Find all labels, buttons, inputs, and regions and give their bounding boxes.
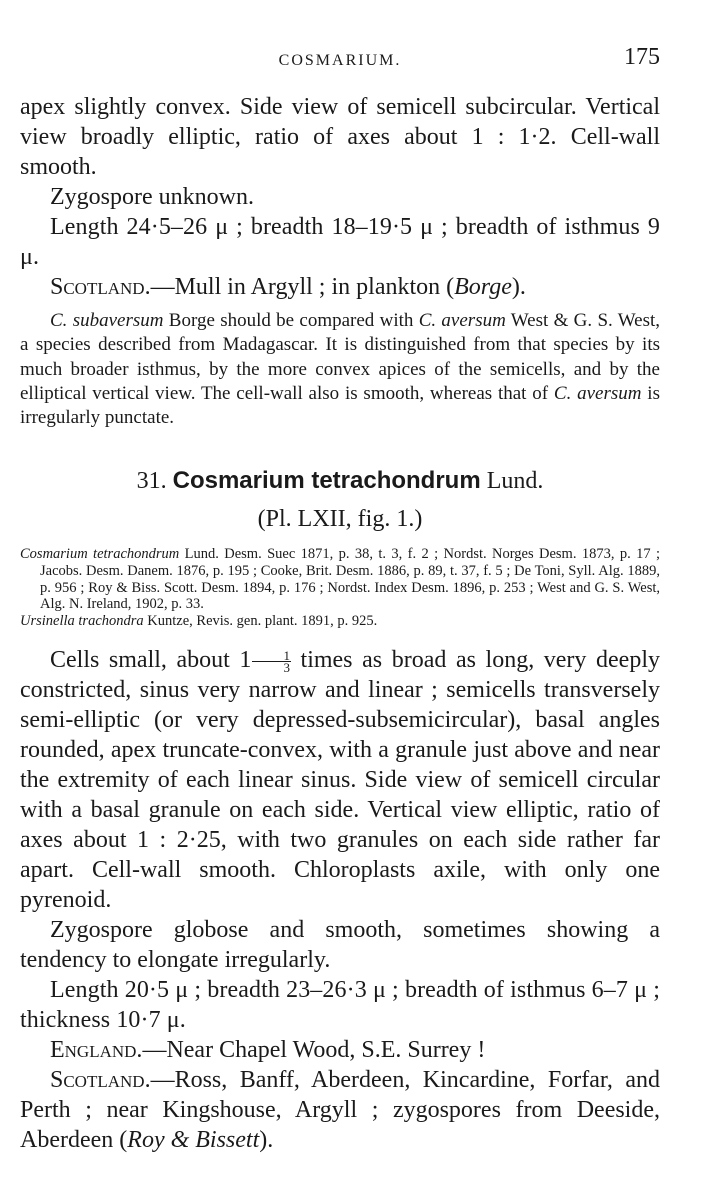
description-start: Cells small, about 1 — [50, 647, 252, 674]
synonymy-entry — [20, 546, 660, 612]
species-heading — [20, 466, 660, 496]
note-taxon: C. aversum — [418, 310, 506, 331]
note-taxon: C. subaversum — [50, 310, 164, 331]
locality-region: Scotland. — [50, 274, 151, 300]
species-number: 31. — [136, 468, 167, 495]
species-author: Lund. — [480, 468, 544, 495]
synonymy-entry — [20, 613, 660, 630]
comparison-note — [20, 309, 660, 430]
england-localities: —Near Chapel Wood, S.E. Surrey ! — [142, 1037, 486, 1064]
previous-species-description: apex slightly convex. Side view of semicell subcircular. Vertical view broadly elliptic, ratio of axes about 1 : 1·2. Cell-wall smooth. — [20, 94, 660, 180]
synonym-name: Ursinella trachondra — [20, 612, 144, 629]
region-england: England. — [50, 1037, 143, 1064]
fraction — [252, 648, 291, 676]
distribution-scotland — [20, 1065, 660, 1155]
species-zygospore: Zygospore globose and smooth, sometimes showing a tendency to elongate irregularly. — [20, 917, 660, 974]
fraction-denominator: 3 — [283, 660, 290, 676]
synonymy-block — [20, 546, 660, 629]
scotland-authority: Roy & Bissett — [127, 1127, 260, 1154]
previous-species-zygospore: Zygospore unknown. — [50, 184, 254, 210]
synonym-references: Lund. Desm. Suec 1871, p. 38, t. 3, f. 2 ; Nordst. Norges Desm. 1873, p. 17 ; Jacobs. Desm. Danem. 1876, p. 195 ; Cooke, Brit. Desm. 1886, p. 89, t. 37, f. 5 ; De Toni, Syll. Alg. 1889, p. 956 ; Roy & Biss. Scott. Desm. 1894, p. 176 ; Nordst. Index Desm. 1896, p. 253 ; West and G. S. West, Alg. N. Ireland, 1902, p. 33. — [40, 546, 660, 613]
note-text: Borge should be compared with — [163, 310, 419, 331]
locality-text: —Mull in Argyll ; in plankton ( — [150, 274, 455, 300]
previous-species-locality — [20, 272, 660, 302]
note-taxon: C. aversum — [553, 382, 642, 404]
scotland-end: ). — [259, 1127, 274, 1154]
note-text: West & G. S. West, a species described from Madagascar. It is distinguished from that species by its much broader isthmus, by the more convex apices of the semicells, and by the elliptical vertical view. The cell-wall also is smooth, whereas that of — [20, 310, 660, 404]
running-head — [20, 40, 660, 80]
species-name: Cosmarium tetrachondrum — [172, 467, 481, 495]
previous-species-measurements: Length 24·5–26 μ ; breadth 18–19·5 μ ; breadth of isthmus 9 μ. — [20, 214, 660, 270]
species-measurements: Length 20·5 μ ; breadth 23–26·3 μ ; breadth of isthmus 6–7 μ ; thickness 10·7 μ. — [20, 977, 660, 1034]
plate-reference: (Pl. LXII, fig. 1.) — [257, 506, 423, 533]
synonym-references: Kuntze, Revis. gen. plant. 1891, p. 925. — [143, 612, 378, 629]
page-number: 175 — [624, 44, 660, 70]
scotland-localities: —Ross, Banff, Aberdeen, Kincardine, Forfar, and Perth ; near Kingshouse, Argyll ; zygospores from Deeside, Aberdeen ( — [20, 1067, 660, 1154]
synonym-name: Cosmarium tetrachondrum — [20, 546, 180, 563]
region-scotland: Scotland. — [50, 1067, 151, 1094]
species-description — [20, 645, 660, 915]
locality-end: ). — [511, 274, 526, 300]
locality-authority: Borge — [454, 274, 512, 300]
note-text: is irregularly punctate. — [20, 382, 660, 429]
species-description-block — [20, 645, 660, 1155]
fraction-numerator: 1 — [252, 650, 291, 662]
description-rest: times as broad as long, very deeply constricted, sinus very narrow and linear ; semicells transversely semi-elliptic (or very depressed-subsemicircular), basal angles rounded, apex truncate-convex, with a granule just above and near the extremity of each linear sinus. Side view of semicell circular with a basal granule on each side. Vertical view elliptic, ratio of axes about 1 : 2·25, with two granules on each side rather far apart. Cell-wall smooth. Chloroplasts axile, with only one pyrenoid. — [20, 647, 660, 914]
page-content — [20, 92, 660, 1155]
distribution-england — [20, 1035, 660, 1065]
running-title: COSMARIUM. — [278, 52, 402, 69]
